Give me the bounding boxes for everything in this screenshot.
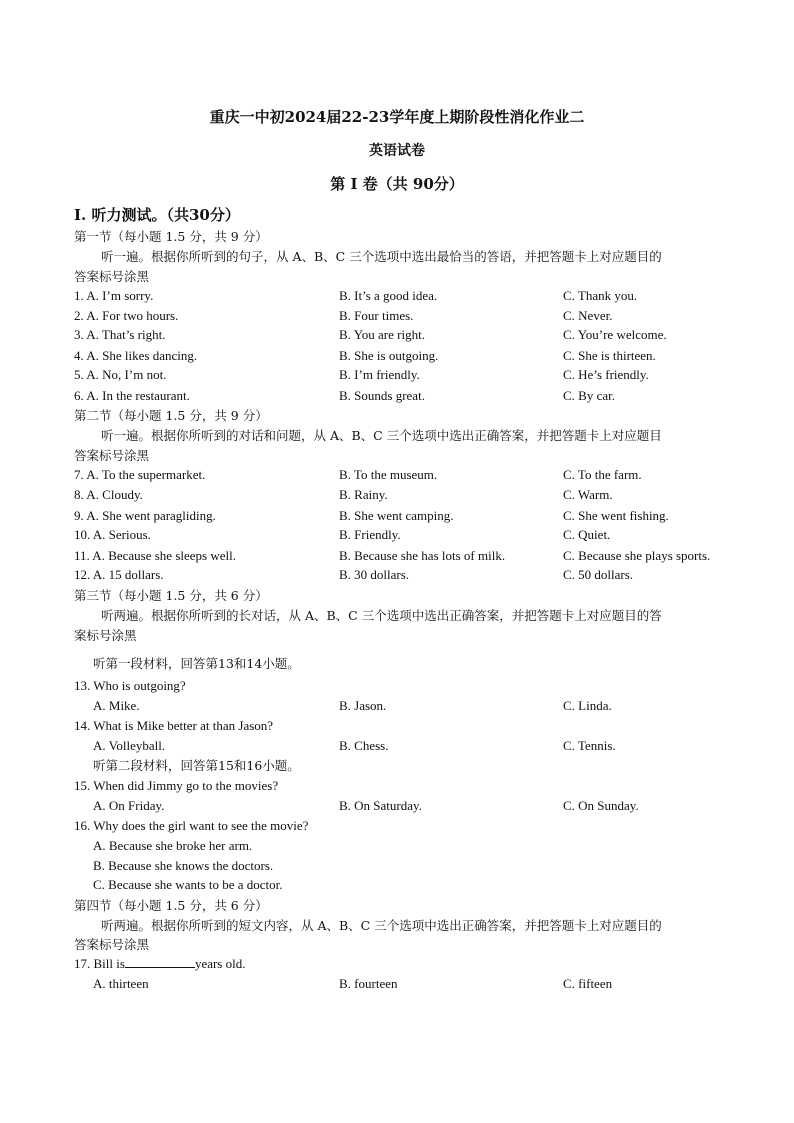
option-b: B. 30 dollars. — [339, 567, 410, 582]
option-c: C. You’re welcome. — [563, 327, 667, 342]
exam-subtitle: 英语试卷 — [369, 143, 425, 159]
exam-title: 重庆一中初2024届22-23学年度上期阶段性消化作业二 — [209, 108, 585, 126]
question-row — [74, 567, 754, 583]
material-1-note: 听第一段材料，回答第13和14小题。 — [93, 656, 300, 671]
option-c: C. Tennis. — [563, 738, 616, 753]
option-b: B. Rainy. — [339, 487, 388, 502]
question-row — [74, 288, 754, 304]
option-b: B. fourteen — [339, 976, 398, 991]
option-a: A. Mike. — [93, 698, 140, 713]
option-a: 2. A. For two hours. — [74, 308, 179, 323]
option-a: 5. A. No, I’m not. — [74, 367, 167, 382]
option-c: C. Linda. — [563, 698, 612, 713]
question-17-suffix: years old. — [194, 956, 246, 971]
question-row — [74, 698, 754, 714]
question-row — [74, 976, 754, 992]
option-b: B. Sounds great. — [339, 388, 425, 403]
question-row — [74, 508, 754, 524]
question-13: 13. Who is outgoing? — [74, 678, 186, 693]
option-b: B. Because she has lots of milk. — [339, 548, 506, 563]
option-c: C. By car. — [563, 388, 615, 403]
option-b: B. To the museum. — [339, 467, 438, 482]
option-c: C. Never. — [563, 308, 613, 323]
option-a: 4. A. She likes dancing. — [74, 348, 198, 363]
option-a: 11. A. Because she sleeps well. — [74, 548, 236, 563]
question-option — [74, 877, 754, 893]
section-heading: I. 听力测试。（共30分） — [74, 206, 240, 224]
option-b: B. It’s a good idea. — [339, 288, 438, 303]
option-c: C. Quiet. — [563, 527, 611, 542]
answer-blank — [125, 956, 195, 968]
question-17-prefix: 17. Bill is — [74, 956, 125, 971]
option-a: 6. A. In the restaurant. — [74, 388, 190, 403]
part4-instruction-cont: 答案标号涂黑 — [74, 937, 150, 952]
option-c: C. She went fishing. — [563, 508, 669, 523]
option-c: C. She is thirteen. — [563, 348, 656, 363]
option-c: C. Warm. — [563, 487, 613, 502]
part3-label: 第三节（每小题 1.5 分，共 6 分） — [74, 588, 268, 603]
option-a: 8. A. Cloudy. — [74, 487, 143, 502]
question-row — [74, 738, 754, 754]
option-b: B. Because she knows the doctors. — [93, 858, 274, 873]
option-a: 1. A. I’m sorry. — [74, 288, 154, 303]
option-c: C. Because she wants to be a doctor. — [93, 877, 283, 892]
question-row — [74, 327, 754, 343]
part3-instruction-cont: 案标号涂黑 — [74, 628, 137, 643]
material-2-note: 听第二段材料，回答第15和16小题。 — [93, 758, 300, 773]
question-row — [74, 527, 754, 543]
option-b: B. Jason. — [339, 698, 387, 713]
question-row — [74, 548, 754, 564]
option-b: B. On Saturday. — [339, 798, 422, 813]
question-stem — [74, 956, 754, 972]
question-row — [74, 348, 754, 364]
option-b: B. Four times. — [339, 308, 414, 323]
part1-instruction: 听一遍。根据你所听到的句子，从 A、B、C 三个选项中选出最恰当的答语，并把答题卡上对应题目的 — [101, 249, 662, 264]
part3-instruction: 听两遍。根据你所听到的长对话，从 A、B、C 三个选项中选出正确答案，并把答题卡上对应题目的答 — [101, 608, 662, 623]
option-c: C. 50 dollars. — [563, 567, 634, 582]
question-option — [74, 858, 754, 874]
option-b: B. Chess. — [339, 738, 389, 753]
option-a: 10. A. Serious. — [74, 527, 151, 542]
option-b: B. She went camping. — [339, 508, 454, 523]
option-b: B. Friendly. — [339, 527, 401, 542]
part1-instruction-cont: 答案标号涂黑 — [74, 269, 150, 284]
option-c: C. fifteen — [563, 976, 613, 991]
question-17 — [74, 956, 245, 972]
option-a: A. Because she broke her arm. — [93, 838, 253, 853]
question-row — [74, 308, 754, 324]
question-14: 14. What is Mike better at than Jason? — [74, 718, 274, 733]
option-a: A. thirteen — [93, 976, 149, 991]
option-c: C. Because she plays sports. — [563, 548, 711, 563]
part2-label: 第二节（每小题 1.5 分，共 9 分） — [74, 408, 268, 423]
part2-instruction-cont: 答案标号涂黑 — [74, 448, 150, 463]
option-a: 12. A. 15 dollars. — [74, 567, 164, 582]
question-stem — [74, 718, 754, 734]
question-15: 15. When did Jimmy go to the movies? — [74, 778, 279, 793]
question-option — [74, 838, 754, 854]
volume-heading: 第 I 卷（共 90分） — [330, 175, 464, 193]
question-stem — [74, 818, 754, 834]
option-c: C. On Sunday. — [563, 798, 639, 813]
option-a: 9. A. She went paragliding. — [74, 508, 216, 523]
option-b: B. I’m friendly. — [339, 367, 420, 382]
option-c: C. To the farm. — [563, 467, 642, 482]
option-c: C. Thank you. — [563, 288, 638, 303]
question-row — [74, 367, 754, 383]
question-stem — [74, 678, 754, 694]
part1-label: 第一节（每小题 1.5 分，共 9 分） — [74, 229, 268, 244]
question-row — [74, 467, 754, 483]
option-a: 7. A. To the supermarket. — [74, 467, 206, 482]
question-row — [74, 798, 754, 814]
part4-label: 第四节（每小题 1.5 分，共 6 分） — [74, 898, 268, 913]
question-16: 16. Why does the girl want to see the movie? — [74, 818, 309, 833]
part4-instruction: 听两遍。根据你所听到的短文内容，从 A、B、C 三个选项中选出正确答案，并把答题卡上对应题目的 — [101, 918, 662, 933]
question-row — [74, 388, 754, 404]
option-a: A. Volleyball. — [93, 738, 166, 753]
option-a: A. On Friday. — [93, 798, 165, 813]
option-c: C. He’s friendly. — [563, 367, 649, 382]
question-stem — [74, 778, 754, 794]
part2-instruction: 听一遍。根据你所听到的对话和问题，从 A、B、C 三个选项中选出正确答案，并把答题卡上对应题目 — [101, 428, 662, 443]
option-a: 3. A. That’s right. — [74, 327, 166, 342]
question-row — [74, 487, 754, 503]
option-b: B. You are right. — [339, 327, 425, 342]
option-b: B. She is outgoing. — [339, 348, 439, 363]
